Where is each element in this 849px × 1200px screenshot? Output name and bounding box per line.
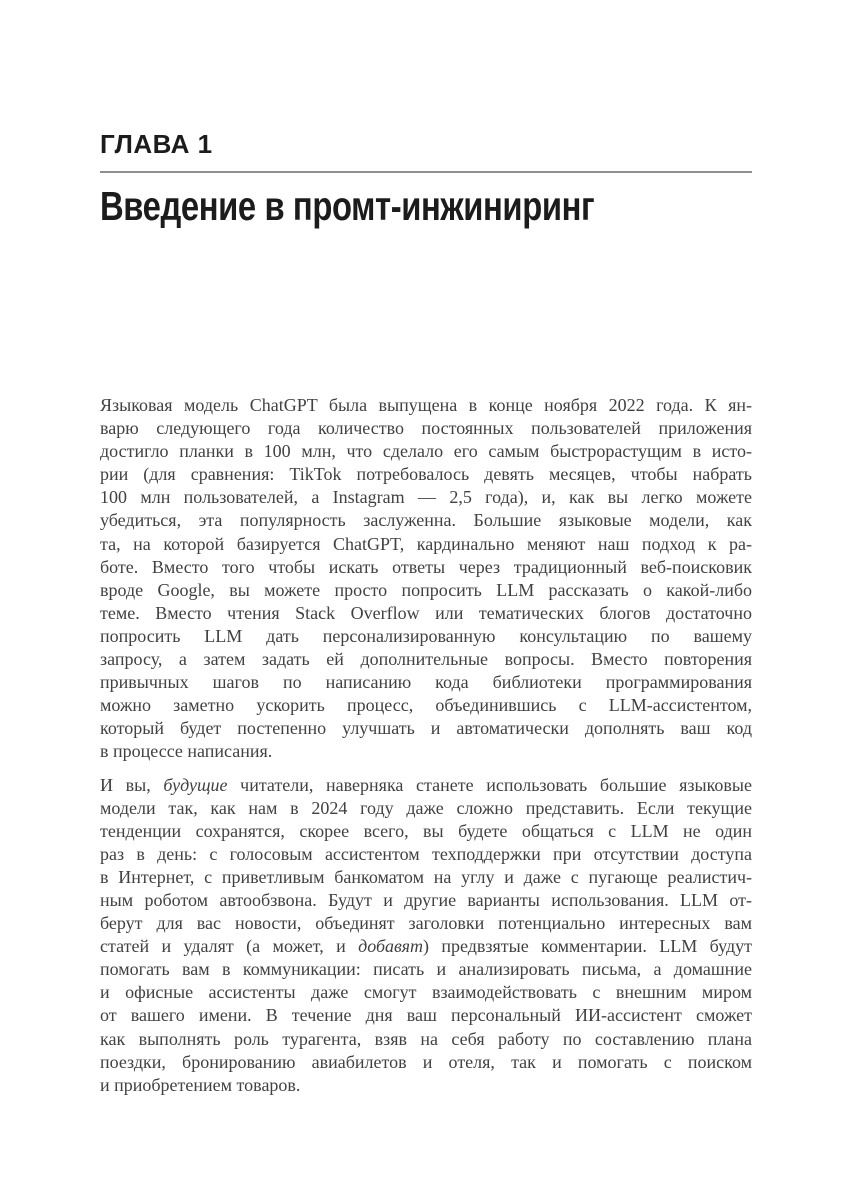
- text-segment: берут для вас новости, объединят заголовки потенциально интересных вам: [100, 913, 752, 934]
- text-segment: теме. Вместо чтения Stack Overflow или тематических блогов достаточно: [100, 602, 752, 623]
- text-line: [100, 1051, 752, 1074]
- text-line: [100, 843, 752, 866]
- text-line: [100, 717, 752, 740]
- text-line: [100, 866, 752, 889]
- text-segment: читатели, наверняка станете использовать большие языковые: [227, 774, 752, 795]
- text-line: [100, 417, 752, 440]
- text-line: [100, 556, 752, 579]
- text-segment: И вы,: [100, 774, 164, 795]
- text-segment: и приобретением товаров.: [100, 1074, 301, 1095]
- text-line: [100, 648, 752, 671]
- text-line: [100, 463, 752, 486]
- text-segment: модели так, как нам в 2024 году даже сложно представить. Если текущие: [100, 797, 752, 818]
- text-segment: поездки, бронированию авиабилетов и отеля, так и помогать с поиском: [100, 1051, 752, 1072]
- text-line: [100, 625, 752, 648]
- text-segment: в процессе написания.: [100, 741, 273, 762]
- text-line: [100, 694, 752, 717]
- text-line: [100, 797, 752, 820]
- text-segment: варю следующего года количество постоянных пользователей приложения: [100, 418, 752, 439]
- text-segment: ) предвзятые комментарии. LLM будут: [422, 936, 753, 957]
- text-segment: тенденции сохранятся, скорее всего, вы будете общаться с LLM не один: [100, 820, 752, 841]
- text-segment: как выполнять роль турагента, взяв на себя работу по составлению плана: [100, 1028, 752, 1049]
- text-line: [100, 1004, 752, 1027]
- text-segment: Языковая модель ChatGPT была выпущена в конце ноября 2022 года. К ян-: [100, 395, 752, 415]
- text-line: [100, 602, 752, 625]
- chapter-label: ГЛАВА 1: [100, 129, 213, 159]
- chapter-title: Введение в промт-инжиниринг: [100, 183, 595, 229]
- text-segment: рии (для сравнения: TikTok потребовалось девять месяцев, чтобы набрать: [100, 464, 752, 485]
- text-line: [100, 774, 752, 797]
- text-segment: убедиться, эта популярность заслуженна. Большие языковые модели, как: [100, 510, 752, 531]
- text-line: [100, 958, 752, 981]
- text-line: [100, 671, 752, 694]
- text-segment: ным роботом автообзвона. Будут и другие варианты использования. LLM от-: [100, 889, 752, 910]
- text-segment: который будет постепенно улучшать и автоматически дополнять ваш код: [100, 718, 752, 739]
- text-segment: 100 млн пользователей, а Instagram — 2,5 года), и, как вы легко можете: [100, 487, 752, 508]
- text-line: [100, 889, 752, 912]
- text-segment: запросу, а затем задать ей дополнительные вопросы. Вместо повторения: [100, 649, 752, 670]
- text-line: [100, 912, 752, 935]
- text-segment: та, на которой базируется ChatGPT, кардинально меняют наш подход к ра-: [100, 533, 752, 554]
- text-line: [100, 740, 752, 763]
- paragraph: [100, 774, 752, 1097]
- text-segment: боте. Вместо того чтобы искать ответы через традиционный веб-поисковик: [100, 556, 752, 577]
- text-line: [100, 509, 752, 532]
- text-segment: достигло планки в 100 млн, что сделало его самым быстрорастущим в исто-: [100, 441, 752, 462]
- paragraph: [100, 394, 752, 764]
- text-line: [100, 935, 752, 958]
- text-line: [100, 579, 752, 602]
- text-line: [100, 1028, 752, 1051]
- text-segment: можно заметно ускорить процесс, объединившись с LLM-ассистентом,: [100, 695, 752, 716]
- text-segment: раз в день: с голосовым ассистентом техподдержки при отсутствии доступа: [100, 843, 752, 864]
- text-line: [100, 394, 752, 417]
- italic-text: будущие: [163, 774, 228, 795]
- text-segment: и офисные ассистенты даже смогут взаимодействовать с внешним миром: [100, 982, 752, 1003]
- text-segment: статей и удалят (а может, и: [100, 936, 359, 957]
- body-text: [100, 394, 752, 1097]
- text-segment: попросить LLM дать персонализированную консультацию по вашему: [100, 625, 752, 646]
- text-segment: помогать вам в коммуникации: писать и анализировать письма, а домашние: [100, 959, 752, 980]
- text-segment: вроде Google, вы можете просто попросить LLM рассказать о какой-либо: [100, 579, 752, 600]
- text-segment: от вашего имени. В течение дня ваш персональный ИИ-ассистент сможет: [100, 1005, 752, 1026]
- text-line: [100, 981, 752, 1004]
- text-segment: в Интернет, с приветливым банкоматом на углу и даже с пугающе реалистич-: [100, 866, 752, 887]
- text-line: [100, 820, 752, 843]
- text-segment: привычных шагов по написанию кода библиотеки программирования: [100, 672, 752, 693]
- text-line: [100, 1074, 752, 1097]
- text-line: [100, 486, 752, 509]
- text-line: [100, 440, 752, 463]
- italic-text: добавят: [358, 936, 423, 957]
- text-line: [100, 533, 752, 556]
- divider-rule: [100, 171, 752, 173]
